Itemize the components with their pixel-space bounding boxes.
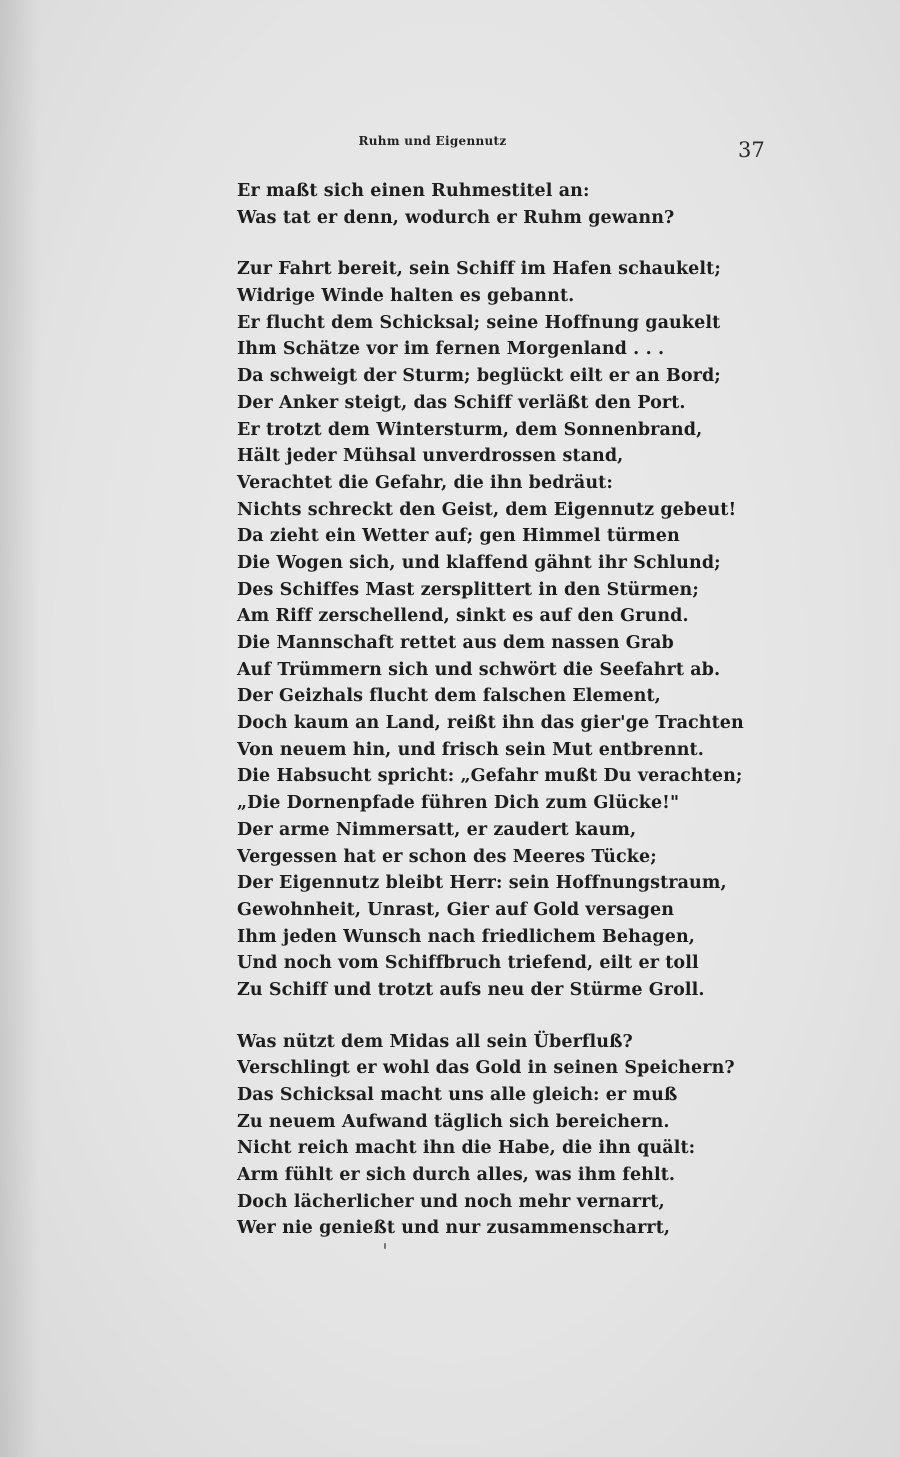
verse-line: Der Geizhals flucht dem falschen Element, — [237, 686, 661, 707]
verse-line: Er flucht dem Schicksal; seine Hoffnung gaukelt — [237, 312, 721, 333]
verse-line: Er trotzt dem Wintersturm, dem Sonnenbrand, — [237, 419, 703, 440]
verse-line: Die Habsucht spricht: „Gefahr mußt Du verachten; — [237, 766, 743, 787]
verse-line: Arm fühlt er sich durch alles, was ihm fehlt. — [237, 1165, 676, 1186]
verse-line: Doch lächerlicher und noch mehr vernarrt, — [237, 1191, 665, 1212]
verse-line: Die Wogen sich, und klaffend gähnt ihr Schlund; — [237, 552, 721, 573]
verse-line: Er maßt sich einen Ruhmestitel an: — [237, 181, 590, 201]
verse-line: Verschlingt er wohl das Gold in seinen Speichern? — [237, 1058, 735, 1079]
verse-line: Ihm Schätze vor im fernen Morgenland . . . — [237, 339, 665, 360]
verse-line: Der Anker steigt, das Schiff verläßt den Port. — [237, 392, 686, 413]
verse-line: Gewohnheit, Unrast, Gier auf Gold versagen — [237, 899, 675, 920]
verse-line: Nichts schreckt den Geist, dem Eigennutz gebeut! — [237, 499, 737, 520]
verse-line: Was nützt dem Midas all sein Überfluß? — [237, 1031, 633, 1052]
page-number: 37 — [738, 138, 765, 162]
gutter-shadow — [0, 0, 40, 1457]
verse-line: Von neuem hin, und frisch sein Mut entbrennt. — [237, 739, 704, 760]
verse-line: Da zieht ein Wetter auf; gen Himmel türmen — [237, 526, 680, 547]
verse-line: Zur Fahrt bereit, sein Schiff im Hafen schaukelt; — [237, 259, 721, 280]
verse-line: Hält jeder Mühsal unverdrossen stand, — [237, 446, 624, 467]
verse-line: Auf Trümmern sich und schwört die Seefahrt ab. — [237, 659, 721, 680]
verse-line: Am Riff zerschellend, sinkt es auf den Grund. — [237, 606, 689, 627]
poem-body — [237, 178, 744, 1267]
verse-line: Des Schiffes Mast zersplittert in den Stürmen; — [237, 579, 699, 600]
verse-line: Da schweigt der Sturm; beglückt eilt er an Bord; — [237, 366, 721, 387]
print-speck — [384, 1243, 386, 1249]
running-head: Ruhm und Eigennutz — [358, 134, 507, 148]
verse-line: Der arme Nimmersatt, er zaudert kaum, — [237, 819, 637, 840]
verse-line: Nicht reich macht ihn die Habe, die ihn quält: — [237, 1138, 696, 1159]
verse-line: Der Eigennutz bleibt Herr: sein Hoffnungstraum, — [237, 873, 727, 894]
verse-line: Und noch vom Schiffbruch triefend, eilt er toll — [237, 953, 699, 974]
verse-line: Die Mannschaft rettet aus dem nassen Grab — [237, 633, 674, 653]
verse-line: Was tat er denn, wodurch er Ruhm gewann? — [237, 207, 675, 228]
verse-line: „Die Dornenpfade führen Dich zum Glücke!" — [237, 793, 680, 814]
stanza-2 — [237, 256, 744, 1003]
verse-line: Vergessen hat er schon des Meeres Tücke; — [237, 846, 657, 867]
verse-line: Zu Schiff und trotzt aufs neu der Stürme Groll. — [237, 979, 705, 1000]
verse-line: Das Schicksal macht uns alle gleich: er muß — [237, 1085, 678, 1105]
stanza-3 — [237, 1029, 735, 1243]
verse-line: Wer nie genießt und nur zusammenscharrt, — [237, 1218, 671, 1239]
verse-line: Zu neuem Aufwand täglich sich bereichern. — [237, 1111, 670, 1132]
verse-line: Widrige Winde halten es gebannt. — [237, 286, 575, 307]
verse-line: Ihm jeden Wunsch nach friedlichem Behagen, — [237, 926, 695, 947]
verse-line: Verachtet die Gefahr, die ihn bedräut: — [237, 472, 613, 493]
verse-line: Doch kaum an Land, reißt ihn das gier'ge Trachten — [237, 713, 744, 734]
stanza-1 — [237, 178, 675, 231]
